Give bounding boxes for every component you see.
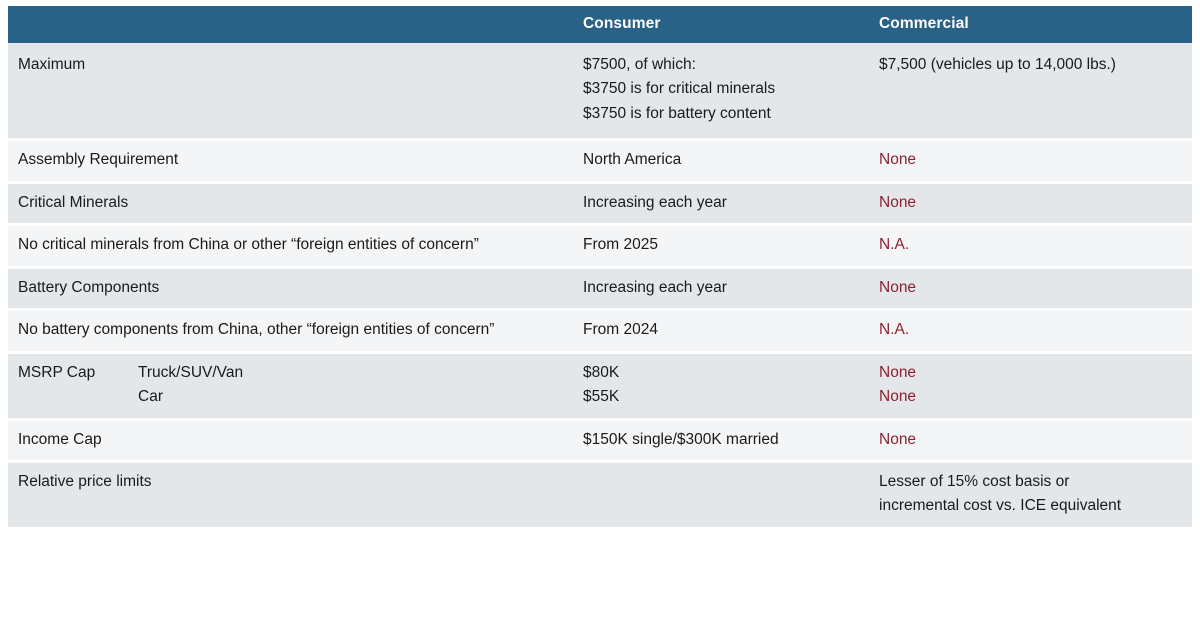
header-row (8, 6, 1192, 43)
row-label: No critical minerals from China or other “foreign entities of concern” (8, 225, 573, 267)
row-label: Income Cap (8, 419, 573, 461)
row-label: Assembly Requirement (8, 140, 573, 182)
consumer-line: $80K (583, 363, 620, 381)
msrp-spacer (18, 387, 138, 407)
row-commercial: None (869, 267, 1192, 309)
row-consumer: From 2024 (573, 310, 869, 352)
row-consumer (573, 352, 869, 419)
row-label: Battery Components (8, 267, 573, 309)
row-consumer (573, 43, 869, 140)
table-row (8, 461, 1192, 528)
row-commercial: N.A. (869, 225, 1192, 267)
row-commercial: None (869, 419, 1192, 461)
row-commercial: N.A. (869, 310, 1192, 352)
row-consumer: North America (573, 140, 869, 182)
row-consumer: Increasing each year (573, 267, 869, 309)
table-row (8, 310, 1192, 352)
commercial-line: None (879, 363, 917, 381)
table-row (8, 352, 1192, 419)
header-cell-commercial: Commercial (869, 6, 1192, 43)
consumer-line: $3750 is for battery content (583, 104, 771, 122)
table-header (8, 6, 1192, 43)
row-commercial (869, 461, 1192, 528)
table-body (8, 43, 1192, 528)
row-consumer (573, 461, 869, 528)
consumer-line: $55K (583, 388, 620, 406)
header-cell-consumer: Consumer (573, 6, 869, 43)
row-consumer: $150K single/$300K married (573, 419, 869, 461)
table-row (8, 140, 1192, 182)
row-consumer: From 2025 (573, 225, 869, 267)
table-row (8, 419, 1192, 461)
table-row (8, 225, 1192, 267)
consumer-line: $7500, of which: (583, 56, 696, 73)
row-label: No battery components from China, other “foreign entities of concern” (8, 310, 573, 352)
msrp-cap-label: MSRP Cap (18, 363, 96, 381)
row-commercial: None (869, 182, 1192, 224)
row-label: Maximum (8, 43, 573, 140)
msrp-sub-label: Car (138, 388, 163, 406)
ev-tax-credit-comparison-table (8, 6, 1192, 530)
row-commercial (869, 352, 1192, 419)
row-commercial: $7,500 (vehicles up to 14,000 lbs.) (869, 43, 1192, 140)
msrp-sub-label: Truck/SUV/Van (138, 363, 244, 381)
commercial-line: incremental cost vs. ICE equivalent (879, 497, 1122, 515)
row-label: Relative price limits (8, 461, 573, 528)
consumer-line: $3750 is for critical minerals (583, 80, 776, 98)
row-label: Critical Minerals (8, 182, 573, 224)
row-commercial: None (869, 140, 1192, 182)
header-cell-label (8, 6, 573, 43)
row-label (8, 352, 573, 419)
commercial-line: Lesser of 15% cost basis or (879, 472, 1070, 490)
table-row (8, 267, 1192, 309)
commercial-line: None (879, 388, 917, 406)
row-consumer: Increasing each year (573, 182, 869, 224)
table-row (8, 43, 1192, 140)
table-row (8, 182, 1192, 224)
